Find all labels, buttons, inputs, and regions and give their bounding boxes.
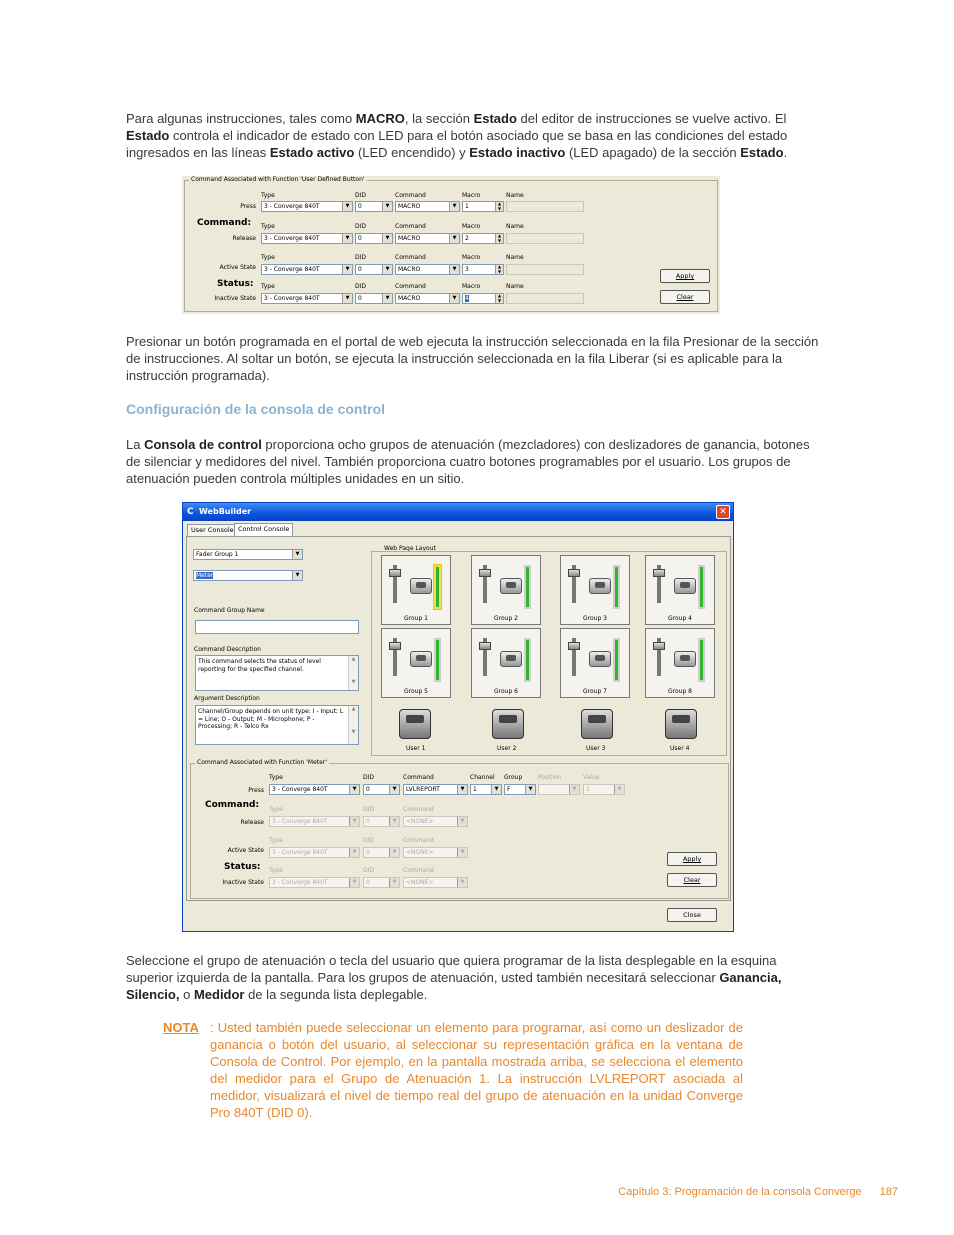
apply-button[interactable]: Apply xyxy=(660,269,710,283)
close-button[interactable]: Close xyxy=(667,908,717,922)
col-name: Name xyxy=(506,192,524,199)
apply-button[interactable]: Apply xyxy=(667,852,717,866)
col-channel: Channel xyxy=(470,774,495,781)
note-text: : Usted también puede seleccionar un elemento para programar, así como un deslizador de ganancia o botón del usuario, al seleccionar su representación gráfica en la ventana de Consola de Control. Por ejemplo, en la pantalla mostrada arriba, se selecciona el elemento del medidor para el Grupo de Atenuación 1. La instrucción LVLREPORT asociada al medidor, visualizará el nivel de tiempo real del grupo de atenuación en la unidad Converge Pro 840T (DID 0). xyxy=(210,1020,743,1120)
gain-slider[interactable] xyxy=(393,638,397,676)
press-value-select[interactable]: 1 ▼ xyxy=(583,784,625,795)
chapter-title: Capítulo 3: Programación de la consola Converge xyxy=(618,1186,862,1198)
press-name-field[interactable] xyxy=(506,201,584,212)
col-command: Command xyxy=(403,867,434,874)
inactive-command-select[interactable]: MACRO ▼ xyxy=(395,293,460,304)
release-command-select[interactable]: <NONE> ▼ xyxy=(403,816,468,827)
status-label: Status: xyxy=(224,862,261,872)
row-label-press: Press xyxy=(240,203,256,210)
inactive-command-select[interactable]: <NONE> ▼ xyxy=(403,877,468,888)
webbuilder-window xyxy=(182,502,734,932)
group-label: Group 5 xyxy=(404,688,428,695)
command-label: Command: xyxy=(197,218,252,228)
level-meter[interactable] xyxy=(524,565,531,609)
level-meter[interactable] xyxy=(434,565,441,609)
press-did-select[interactable]: 0 ▼ xyxy=(355,201,393,212)
active-macro-spinner[interactable]: 3 ▲ ▼ xyxy=(462,264,504,275)
col-did: DID xyxy=(363,837,375,844)
press-channel-select[interactable]: 1 ▼ xyxy=(470,784,502,795)
col-macro: Macro xyxy=(462,254,481,261)
press-command-select[interactable]: MACRO ▼ xyxy=(395,201,460,212)
user-key-1[interactable] xyxy=(399,709,431,739)
col-value: Value xyxy=(583,774,600,781)
group-title: Command Associated with Function 'Meter' xyxy=(197,759,327,766)
col-name: Name xyxy=(506,223,524,230)
release-type-select[interactable]: 3 - Converge 840T ▼ xyxy=(269,816,360,827)
col-command: Command xyxy=(403,774,434,781)
argument-description-label: Argument Description xyxy=(194,695,260,702)
release-command-select[interactable]: MACRO ▼ xyxy=(395,233,460,244)
command-label: Command: xyxy=(205,800,260,810)
release-macro-spinner[interactable]: 2 ▲ ▼ xyxy=(462,233,504,244)
col-did: DID xyxy=(355,223,367,230)
web-page-layout-label: Web Page Layout xyxy=(384,545,436,552)
press-did-select[interactable]: 0 ▼ xyxy=(363,784,400,795)
level-meter[interactable] xyxy=(613,565,620,609)
level-meter[interactable] xyxy=(698,638,705,682)
group-label: Group 8 xyxy=(668,688,692,695)
mute-button[interactable] xyxy=(674,578,696,594)
window-title: WebBuilder xyxy=(199,507,252,516)
press-type-select[interactable]: 3 - Converge 840T ▼ xyxy=(261,201,353,212)
active-name-field[interactable] xyxy=(506,264,584,275)
gain-slider[interactable] xyxy=(572,565,576,603)
inactive-type-select[interactable]: 3 - Converge 840T ▼ xyxy=(269,877,360,888)
mute-button[interactable] xyxy=(410,578,432,594)
command-description-label: Command Description xyxy=(194,646,261,653)
gain-slider[interactable] xyxy=(657,638,661,676)
press-macro-spinner[interactable]: 1 ▲ ▼ xyxy=(462,201,504,212)
col-did: DID xyxy=(355,192,367,199)
col-macro: Macro xyxy=(462,223,481,230)
release-did-select[interactable]: 0 ▼ xyxy=(355,233,393,244)
row-label-active: Active State xyxy=(219,264,256,271)
fader-group-4[interactable] xyxy=(645,555,715,625)
col-did: DID xyxy=(363,806,375,813)
col-type: Type xyxy=(261,254,275,261)
active-command-select[interactable]: <NONE> ▼ xyxy=(403,847,468,858)
section-heading: Configuración de la consola de control xyxy=(126,401,386,417)
paragraph-press-release: Presionar un botón programada en el portal de web ejecuta la instrucción seleccionada en la fila Presionar de la sección de instrucciones. Al soltar un botón, se ejecuta la instrucción seleccionada en la fila Liberar (si es aplicable para la instrucción programada). xyxy=(126,334,819,383)
paragraph-control-console: La Consola de control proporciona ocho grupos de atenuación (mezcladores) con deslizadores de ganancia, botones de silenciar y medidores del nivel. También proporciona cuatro botones programables por el usuario. Los grupos de atenuación pueden controla múltiples unidades en un sitio. xyxy=(126,437,810,486)
user-key-label: User 1 xyxy=(406,745,426,752)
tab-user-console[interactable]: User Console xyxy=(187,524,238,536)
col-group: Group xyxy=(504,774,523,781)
command-description-box[interactable]: This command selects the status of level reporting for the specified channel. ▲ ▼ xyxy=(195,655,359,691)
page-number: 187 xyxy=(879,1186,898,1198)
col-did: DID xyxy=(363,867,375,874)
col-command: Command xyxy=(403,837,434,844)
mute-button[interactable] xyxy=(589,578,611,594)
clear-button[interactable]: Clear xyxy=(660,290,710,304)
press-type-select[interactable]: 3 - Converge 840T ▼ xyxy=(269,784,360,795)
app-logo-icon: C xyxy=(187,507,194,517)
inactive-macro-spinner[interactable]: 4 ▲ ▼ xyxy=(462,293,504,304)
col-type: Type xyxy=(261,192,275,199)
col-type: Type xyxy=(269,867,283,874)
gain-slider[interactable] xyxy=(483,565,487,603)
active-command-select[interactable]: MACRO ▼ xyxy=(395,264,460,275)
mute-button[interactable] xyxy=(589,651,611,667)
active-type-select[interactable]: 3 - Converge 840T ▼ xyxy=(261,264,353,275)
col-position: Position xyxy=(538,774,562,781)
command-group-name-input[interactable] xyxy=(195,620,359,634)
title-bar xyxy=(183,503,733,521)
row-label-inactive: Inactive State xyxy=(222,879,264,886)
level-meter[interactable] xyxy=(434,638,441,682)
clear-button[interactable]: Clear xyxy=(667,873,717,887)
gain-slider[interactable] xyxy=(657,565,661,603)
fader-group-2[interactable] xyxy=(471,555,541,625)
level-meter[interactable] xyxy=(613,638,620,682)
col-type: Type xyxy=(269,806,283,813)
mute-button[interactable] xyxy=(500,651,522,667)
active-did-select[interactable]: 0 ▼ xyxy=(363,847,400,858)
row-label-inactive: Inactive State xyxy=(214,295,256,302)
press-command-select[interactable]: LVLREPORT ▼ xyxy=(403,784,468,795)
row-label-release: Release xyxy=(232,235,256,242)
note-label: NOTA xyxy=(163,1020,199,1035)
group-label: Group 4 xyxy=(668,615,692,622)
level-meter[interactable] xyxy=(524,638,531,682)
inactive-did-select[interactable]: 0 ▼ xyxy=(363,877,400,888)
mute-button[interactable] xyxy=(674,651,696,667)
user-key-label: User 3 xyxy=(586,745,606,752)
inactive-type-select[interactable]: 3 - Converge 840T ▼ xyxy=(261,293,353,304)
active-type-select[interactable]: 3 - Converge 840T ▼ xyxy=(269,847,360,858)
press-group-select[interactable]: F ▼ xyxy=(504,784,536,795)
paragraph-select-group: Seleccione el grupo de atenuación o tecla del usuario que quiera programar de la lista desplegable en la esquina superior izquierda de la pantalla. Para los grupos de atenuación, usted también necesitará seleccionar Ganancia, Silencio, o Medidor de la segunda lista deplegable. xyxy=(126,953,782,1002)
row-label-press: Press xyxy=(248,787,264,794)
col-command: Command xyxy=(395,283,426,290)
user-key-3[interactable] xyxy=(581,709,613,739)
inactive-did-select[interactable]: 0 ▼ xyxy=(355,293,393,304)
fader-group-8[interactable] xyxy=(645,628,715,698)
col-type: Type xyxy=(261,283,275,290)
page-footer xyxy=(618,1186,898,1198)
mute-button[interactable] xyxy=(500,578,522,594)
level-meter[interactable] xyxy=(698,565,705,609)
gain-slider[interactable] xyxy=(483,638,487,676)
release-did-select[interactable]: 0 ▼ xyxy=(363,816,400,827)
col-command: Command xyxy=(395,254,426,261)
col-did: DID xyxy=(355,254,367,261)
group-title: Command Associated with Function 'User Defined Button' xyxy=(191,176,365,183)
group-label: Group 1 xyxy=(404,615,428,622)
col-name: Name xyxy=(506,283,524,290)
fader-group-1[interactable] xyxy=(381,555,451,625)
fader-group-5[interactable] xyxy=(381,628,451,698)
release-type-select[interactable]: 3 - Converge 840T ▼ xyxy=(261,233,353,244)
row-label-release: Release xyxy=(240,819,264,826)
col-macro: Macro xyxy=(462,283,481,290)
group-label: Group 6 xyxy=(494,688,518,695)
gain-slider[interactable] xyxy=(572,638,576,676)
row-label-active: Active State xyxy=(227,847,264,854)
scrollbar[interactable]: ▲ ▼ xyxy=(348,706,358,744)
user-key-label: User 2 xyxy=(497,745,517,752)
scrollbar[interactable]: ▲ ▼ xyxy=(348,656,358,690)
group-label: Group 2 xyxy=(494,615,518,622)
tab-control-console[interactable]: Control Console xyxy=(234,523,293,536)
col-did: DID xyxy=(363,774,375,781)
status-label: Status: xyxy=(217,279,254,289)
meter-select[interactable]: Meter ▼ xyxy=(193,570,303,581)
inactive-name-field[interactable] xyxy=(506,293,584,304)
paragraph-estado: Para algunas instrucciones, tales como MACRO, la sección Estado del editor de instrucciones se vuelve activo. El Estado controla el indicador de estado con LED para el botón asociado que se basa en las condiciones del estado ingresados en las líneas Estado activo (LED encendido) y Estado inactivo (LED apagado) de la sección Estado. xyxy=(126,111,788,160)
col-type: Type xyxy=(261,223,275,230)
close-icon[interactable]: ✕ xyxy=(716,505,730,519)
argument-description-box[interactable]: Channel/Group depends on unit type: I - Input; L = Line; O - Output; M - Microphone; P - Processing; R - Telco Rx ▲ ▼ xyxy=(195,705,359,745)
col-command: Command xyxy=(403,806,434,813)
group-label: Group 7 xyxy=(583,688,607,695)
user-key-label: User 4 xyxy=(670,745,690,752)
user-key-2[interactable] xyxy=(492,709,524,739)
user-defined-button-dialog xyxy=(182,176,720,314)
col-command: Command xyxy=(395,223,426,230)
note-block xyxy=(163,1019,743,1121)
fader-group-7[interactable] xyxy=(560,628,630,698)
gain-slider[interactable] xyxy=(393,565,397,603)
fader-group-select[interactable]: Fader Group 1 ▼ xyxy=(193,549,303,560)
col-type: Type xyxy=(269,774,283,781)
mute-button[interactable] xyxy=(410,651,432,667)
fader-group-3[interactable] xyxy=(560,555,630,625)
col-did: DID xyxy=(355,283,367,290)
col-command: Command xyxy=(395,192,426,199)
command-group-name-label: Command Group Name xyxy=(194,607,265,614)
active-did-select[interactable]: 0 ▼ xyxy=(355,264,393,275)
col-name: Name xyxy=(506,254,524,261)
group-label: Group 3 xyxy=(583,615,607,622)
user-key-4[interactable] xyxy=(665,709,697,739)
press-position-select[interactable]: ▼ xyxy=(538,784,580,795)
release-name-field[interactable] xyxy=(506,233,584,244)
fader-group-6[interactable] xyxy=(471,628,541,698)
col-macro: Macro xyxy=(462,192,481,199)
col-type: Type xyxy=(269,837,283,844)
